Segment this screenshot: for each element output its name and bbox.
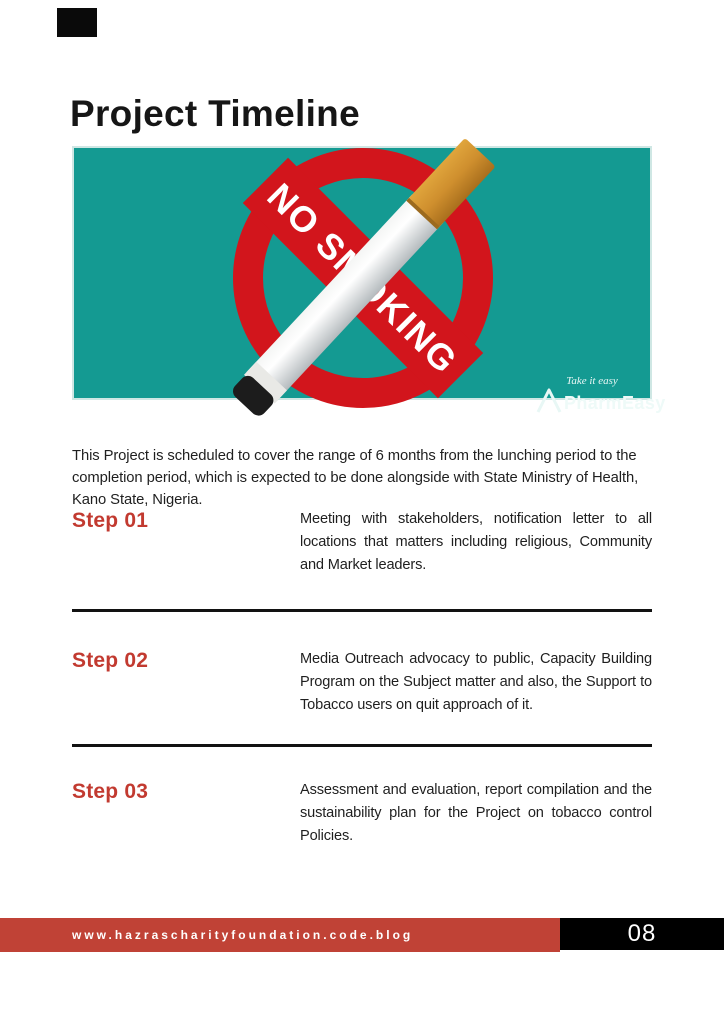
step-1-description: Meeting with stakeholders, notification letter to all locations that matters including religious, Community and Market leaders. (300, 511, 652, 573)
divider-2 (72, 744, 652, 747)
page-title: Project Timeline (70, 92, 360, 134)
intro-paragraph: This Project is scheduled to cover the range of 6 months from the lunching period to the completion period, which is expected to be done alongside with State Ministry of Health, Kano State, Nigeria. (72, 447, 639, 508)
step-2-label: Step 02 (72, 649, 149, 672)
step-2-description: Media Outreach advocacy to public, Capacity Building Program on the Subject matter and also, the Support to Tobacco users on quit approach of it. (300, 651, 652, 713)
footer-url-link[interactable]: www.hazrascharityfoundation.code.blog (72, 928, 414, 942)
step-row-1 (72, 508, 652, 577)
step-3-description: Assessment and evaluation, report compilation and the sustainability plan for the Project on tobacco control Policies. (300, 782, 652, 844)
no-smoking-text: NO SMOKING (259, 175, 466, 382)
divider-1 (72, 609, 652, 612)
step-row-2 (72, 648, 652, 717)
brand-name-text: PharmEasy (564, 393, 666, 413)
corner-accent-block (57, 8, 97, 37)
footer-bar (0, 918, 560, 952)
step-3-label: Step 03 (72, 780, 149, 803)
brand-tagline-text: Take it easy (566, 375, 618, 387)
no-smoking-illustration (72, 146, 666, 413)
no-smoking-image (72, 146, 666, 413)
page-number: 08 (627, 920, 657, 947)
step-1-label: Step 01 (72, 509, 149, 532)
page-number-block (560, 918, 724, 950)
step-row-3 (72, 779, 652, 848)
